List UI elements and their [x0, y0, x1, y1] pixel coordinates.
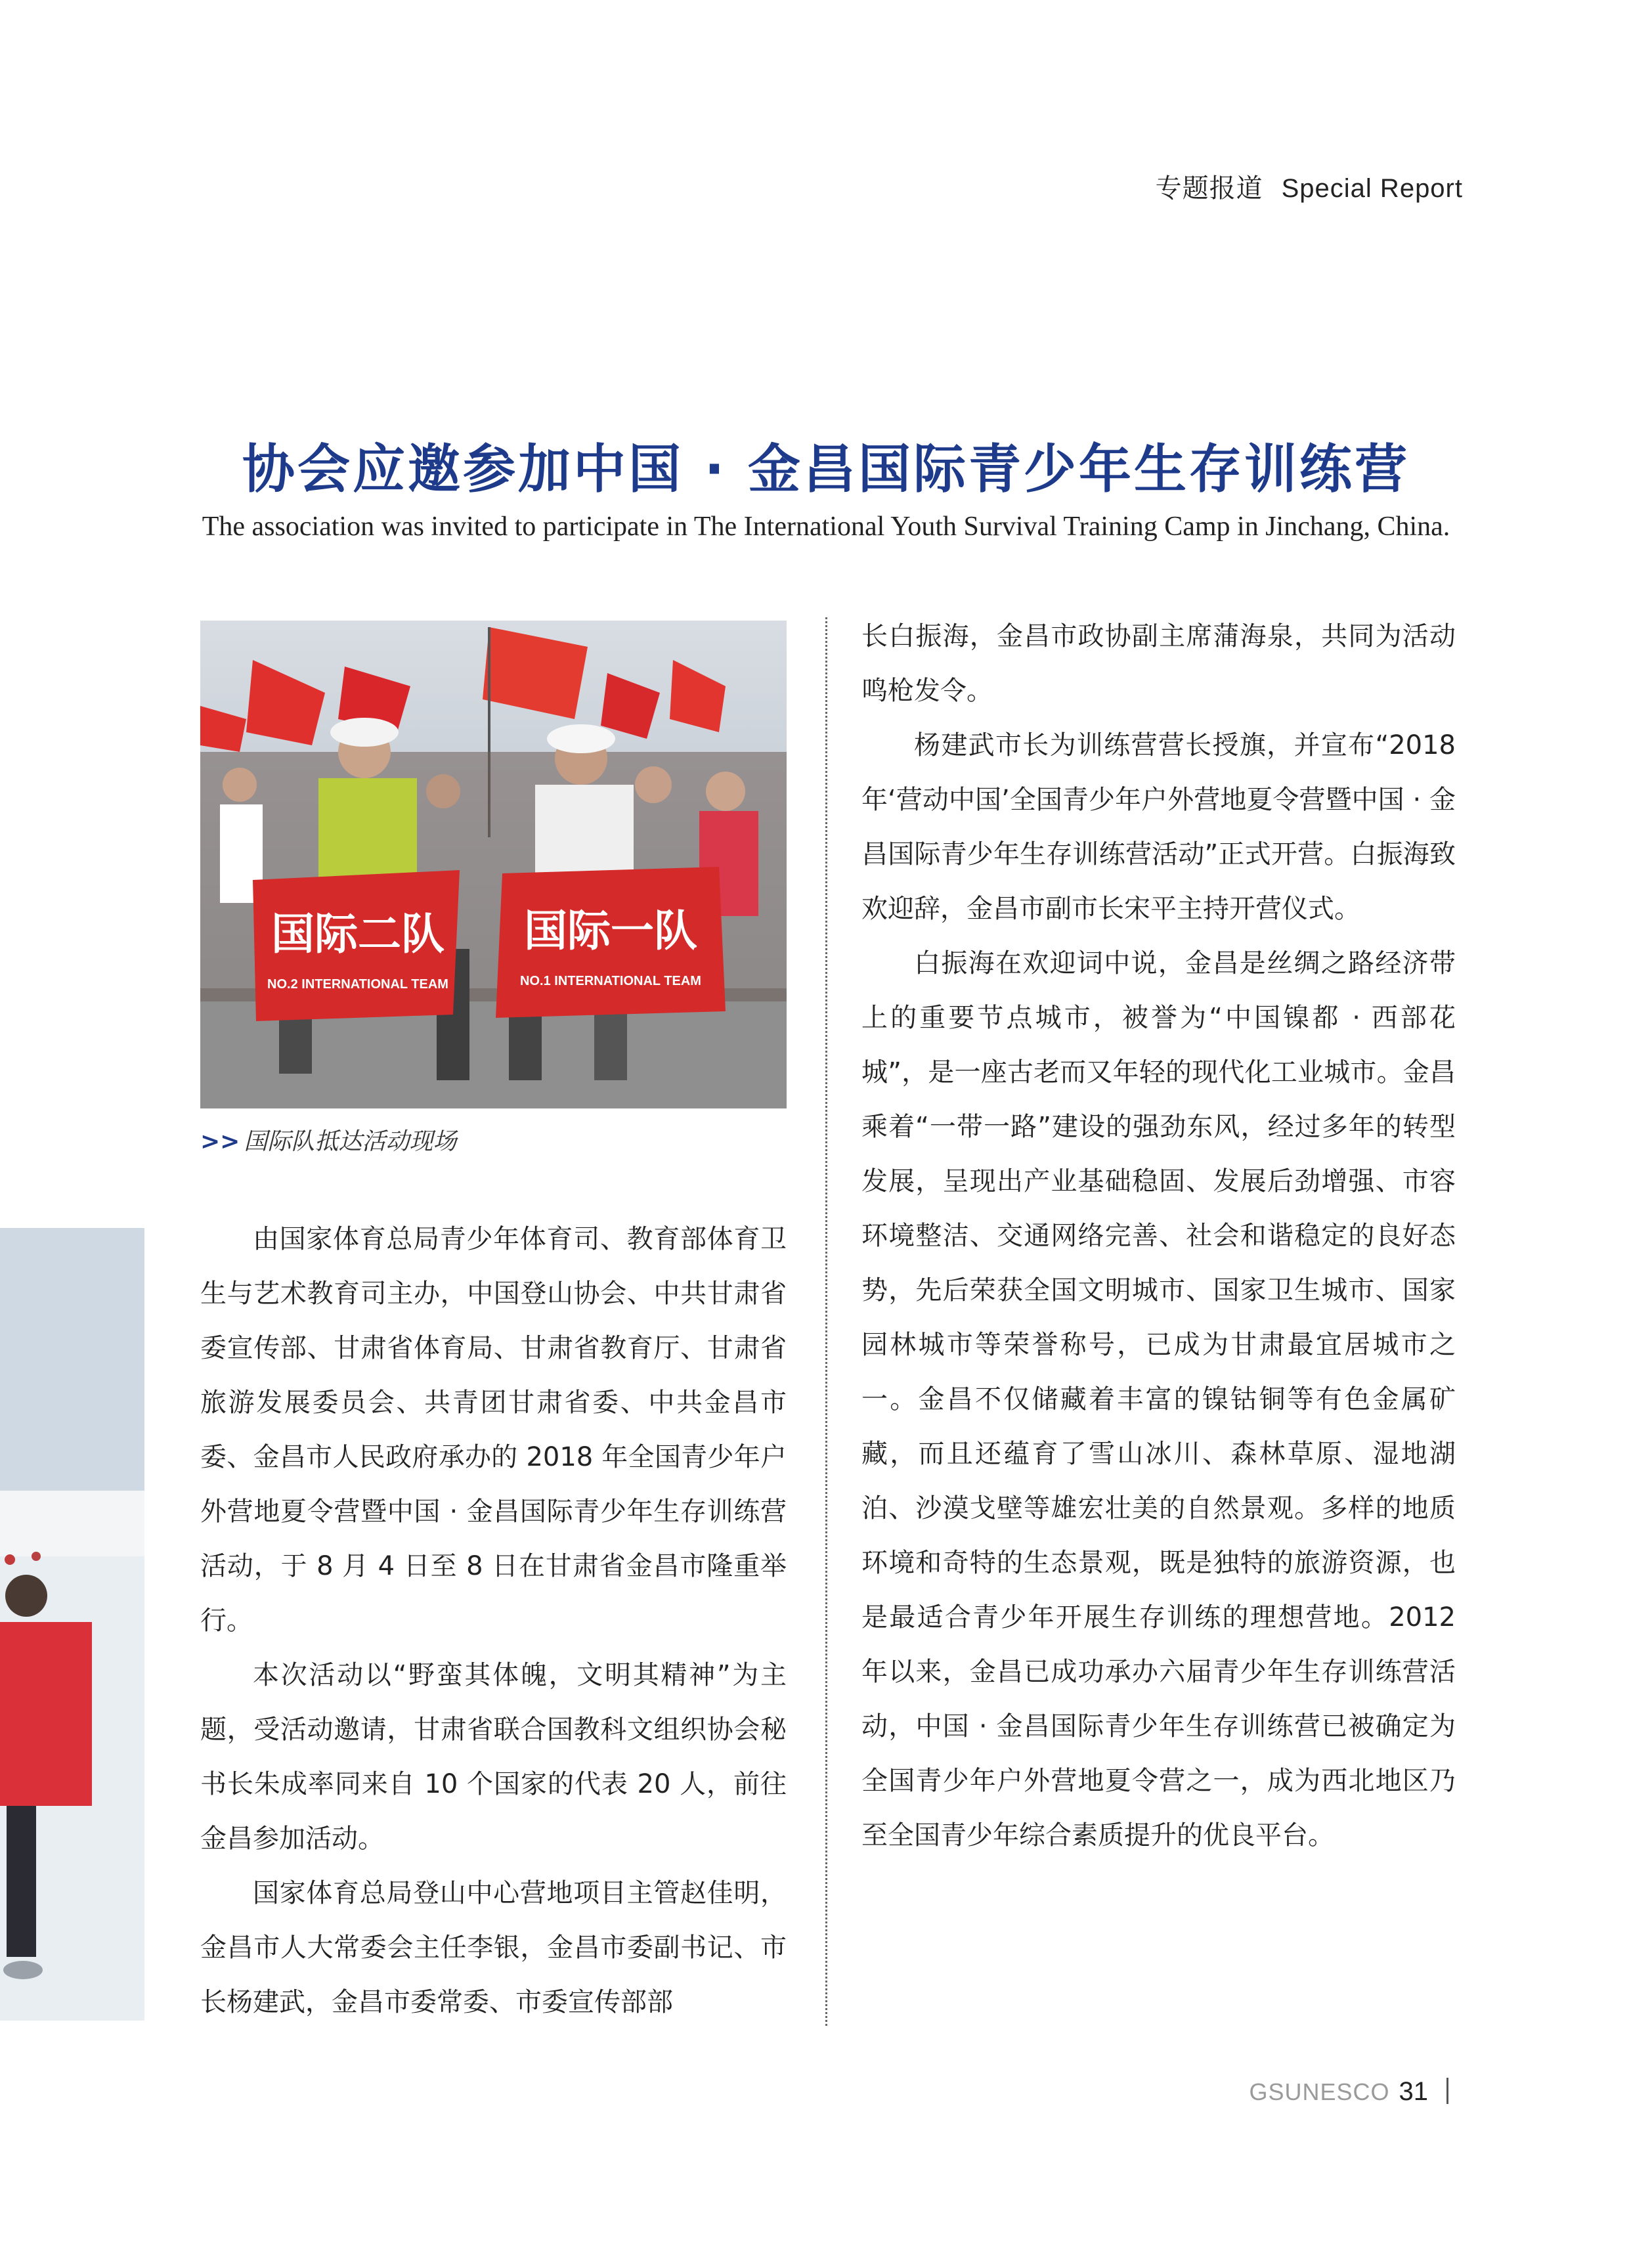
paragraph: 本次活动以“野蛮其体魄，文明其精神”为主题，受活动邀请，甘肃省联合国教科文组织协会秘书长朱成率同来自 10 个国家的代表 20 人，前往金昌参加活动。: [200, 1660, 787, 1854]
sign-left-en: NO.2 INTERNATIONAL TEAM: [267, 977, 448, 992]
edge-photo: [0, 1228, 144, 2021]
section-header: [1156, 167, 1463, 205]
section-label-cn: 专题报道: [1155, 173, 1263, 204]
caption-text: 国际队抵达活动现场: [244, 1128, 457, 1155]
sign-right-cn: 国际一队: [524, 906, 697, 956]
section-label-en: Special Report: [1281, 174, 1463, 203]
right-column: [861, 609, 1456, 1863]
photo-caption: [200, 1123, 456, 1156]
sign-left-cn: 国际二队: [271, 909, 445, 959]
article-subtitle: The association was invited to participate in The International Youth Survival Training Camp in Jinchang, China.: [202, 512, 1450, 542]
paragraph-continued: 长白振海，金昌市政协副主席蒲海泉，共同为活动鸣枪发令。: [861, 621, 1456, 706]
paragraph: 杨建武市长为训练营营长授旗，并宣布“2018 年‘营动中国’全国青少年户外营地夏令营暨中国 · 金昌国际青少年生存训练营活动”正式开营。白振海致欢迎辞，金昌市副市长宋平主持开营仪式。: [861, 730, 1456, 924]
footer-bar: [1446, 2078, 1448, 2104]
paragraph: 白振海在欢迎词中说，金昌是丝绸之路经济带上的重要节点城市，被誉为“中国镍都 · 西部花城”，是一座古老而又年轻的现代化工业城市。金昌乘着“一带一路”建设的强劲东风，经过多年的转型发展，呈现出产业基础稳固、发展后劲增强、市容环境整洁、交通网络完善、社会和谐稳定的良好态势，先后荣获全国文明城市、国家卫生城市、国家园林城市等荣誉称号，已成为甘肃最宜居城市之一。金昌不仅储藏着丰富的镍钴铜等有色金属矿藏，而且还蕴育了雪山冰川、森林草原、湿地湖泊、沙漠戈壁等雄宏壮美的自然景观。多样的地质环境和奇特的生态景观，既是独特的旅游资源，也是最适合青少年开展生存训练的理想营地。2012 年以来，金昌已成功承办六届青少年生存训练营活动，中国 · 金昌国际青少年生存训练营已被确定为全国青少年户外营地夏令营之一，成为西北地区乃至全国青少年综合素质提升的优良平台。: [861, 948, 1456, 1851]
page-footer: [1249, 2077, 1448, 2107]
article-title: 协会应邀参加中国 · 金昌国际青少年生存训练营: [242, 439, 1410, 500]
page-number: 31: [1399, 2077, 1428, 2106]
left-column: [200, 1212, 787, 2030]
caption-marker: >>: [200, 1128, 240, 1155]
sign-right-en: NO.1 INTERNATIONAL TEAM: [520, 974, 701, 988]
paragraph: 国家体育总局登山中心营地项目主管赵佳明，金昌市人大常委会主任李银，金昌市委副书记、市长杨建武，金昌市委常委、市委宣传部部: [200, 1878, 787, 2017]
article-photo: [200, 621, 787, 1108]
column-divider: [825, 617, 827, 2026]
footer-brand: GSUNESCO: [1249, 2078, 1390, 2105]
paragraph: 由国家体育总局青少年体育司、教育部体育卫生与艺术教育司主办，中国登山协会、中共甘肃省委宣传部、甘肃省体育局、甘肃省教育厅、甘肃省旅游发展委员会、共青团甘肃省委、中共金昌市委、金昌市人民政府承办的 2018 年全国青少年户外营地夏令营暨中国 · 金昌国际青少年生存训练营活动，于 8 月 4 日至 8 日在甘肃省金昌市隆重举行。: [200, 1224, 787, 1636]
